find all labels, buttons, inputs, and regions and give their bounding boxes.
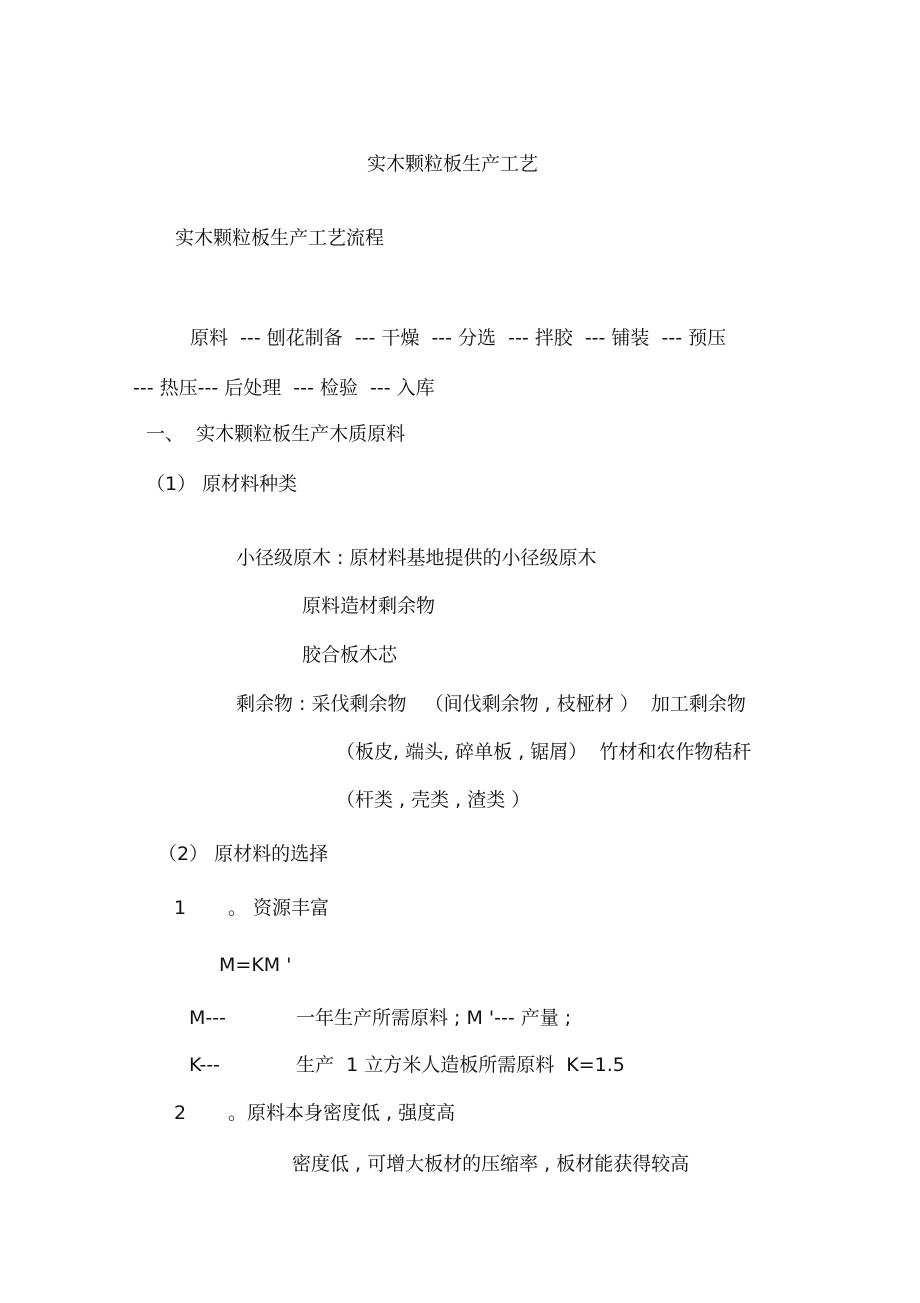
item-plywood-core: 胶合板木芯 xyxy=(302,644,398,666)
item-remnant: 剩余物 : 采伐剩余物 （间伐剩余物 , 枝桠材 ） 加工剩余物 xyxy=(236,693,746,715)
subsection-heading-1: （1） 原材料种类 xyxy=(146,473,298,495)
process-flow-line-2: --- 热压--- 后处理 --- 检验 --- 入库 xyxy=(133,377,435,399)
point-1-text: 。 资源丰富 xyxy=(228,897,330,919)
density-note: 密度低 , 可增大板材的压缩率 , 板材能获得较高 xyxy=(292,1153,690,1175)
subsection-heading-2: （2） 原材料的选择 xyxy=(158,843,329,865)
subtitle: 实木颗粒板生产工艺流程 xyxy=(175,227,385,249)
k-label: K--- xyxy=(189,1054,221,1076)
page-title: 实木颗粒板生产工艺 xyxy=(367,153,539,175)
k-definition: 生产 1 立方米人造板所需原料 K=1.5 xyxy=(296,1054,625,1076)
process-flow-line-1: 原料 --- 刨花制备 --- 干燥 --- 分选 --- 拌胶 --- 铺装 --- 预压 xyxy=(190,327,727,349)
item-residue: 原料造材剩余物 xyxy=(302,595,436,617)
item-stalk-types: （杆类 , 壳类 , 渣类 ） xyxy=(336,789,531,811)
point-1-number: 1 xyxy=(174,897,187,919)
item-remnant-continued: （板皮, 端头, 碎单板 , 锯屑） 竹材和农作物秸秆 xyxy=(336,741,752,763)
m-label: M--- xyxy=(189,1007,226,1029)
section-heading-1: 一、 实木颗粒板生产木质原料 xyxy=(146,423,406,445)
point-2-text: 。原料本身密度低 , 强度高 xyxy=(228,1102,456,1124)
item-small-log: 小径级原木 : 原材料基地提供的小径级原木 xyxy=(236,547,597,569)
formula: M=KM ' xyxy=(219,954,292,976)
point-2-number: 2 xyxy=(174,1102,187,1124)
m-definition: 一年生产所需原料 ; M '--- 产量 ; xyxy=(296,1007,572,1029)
